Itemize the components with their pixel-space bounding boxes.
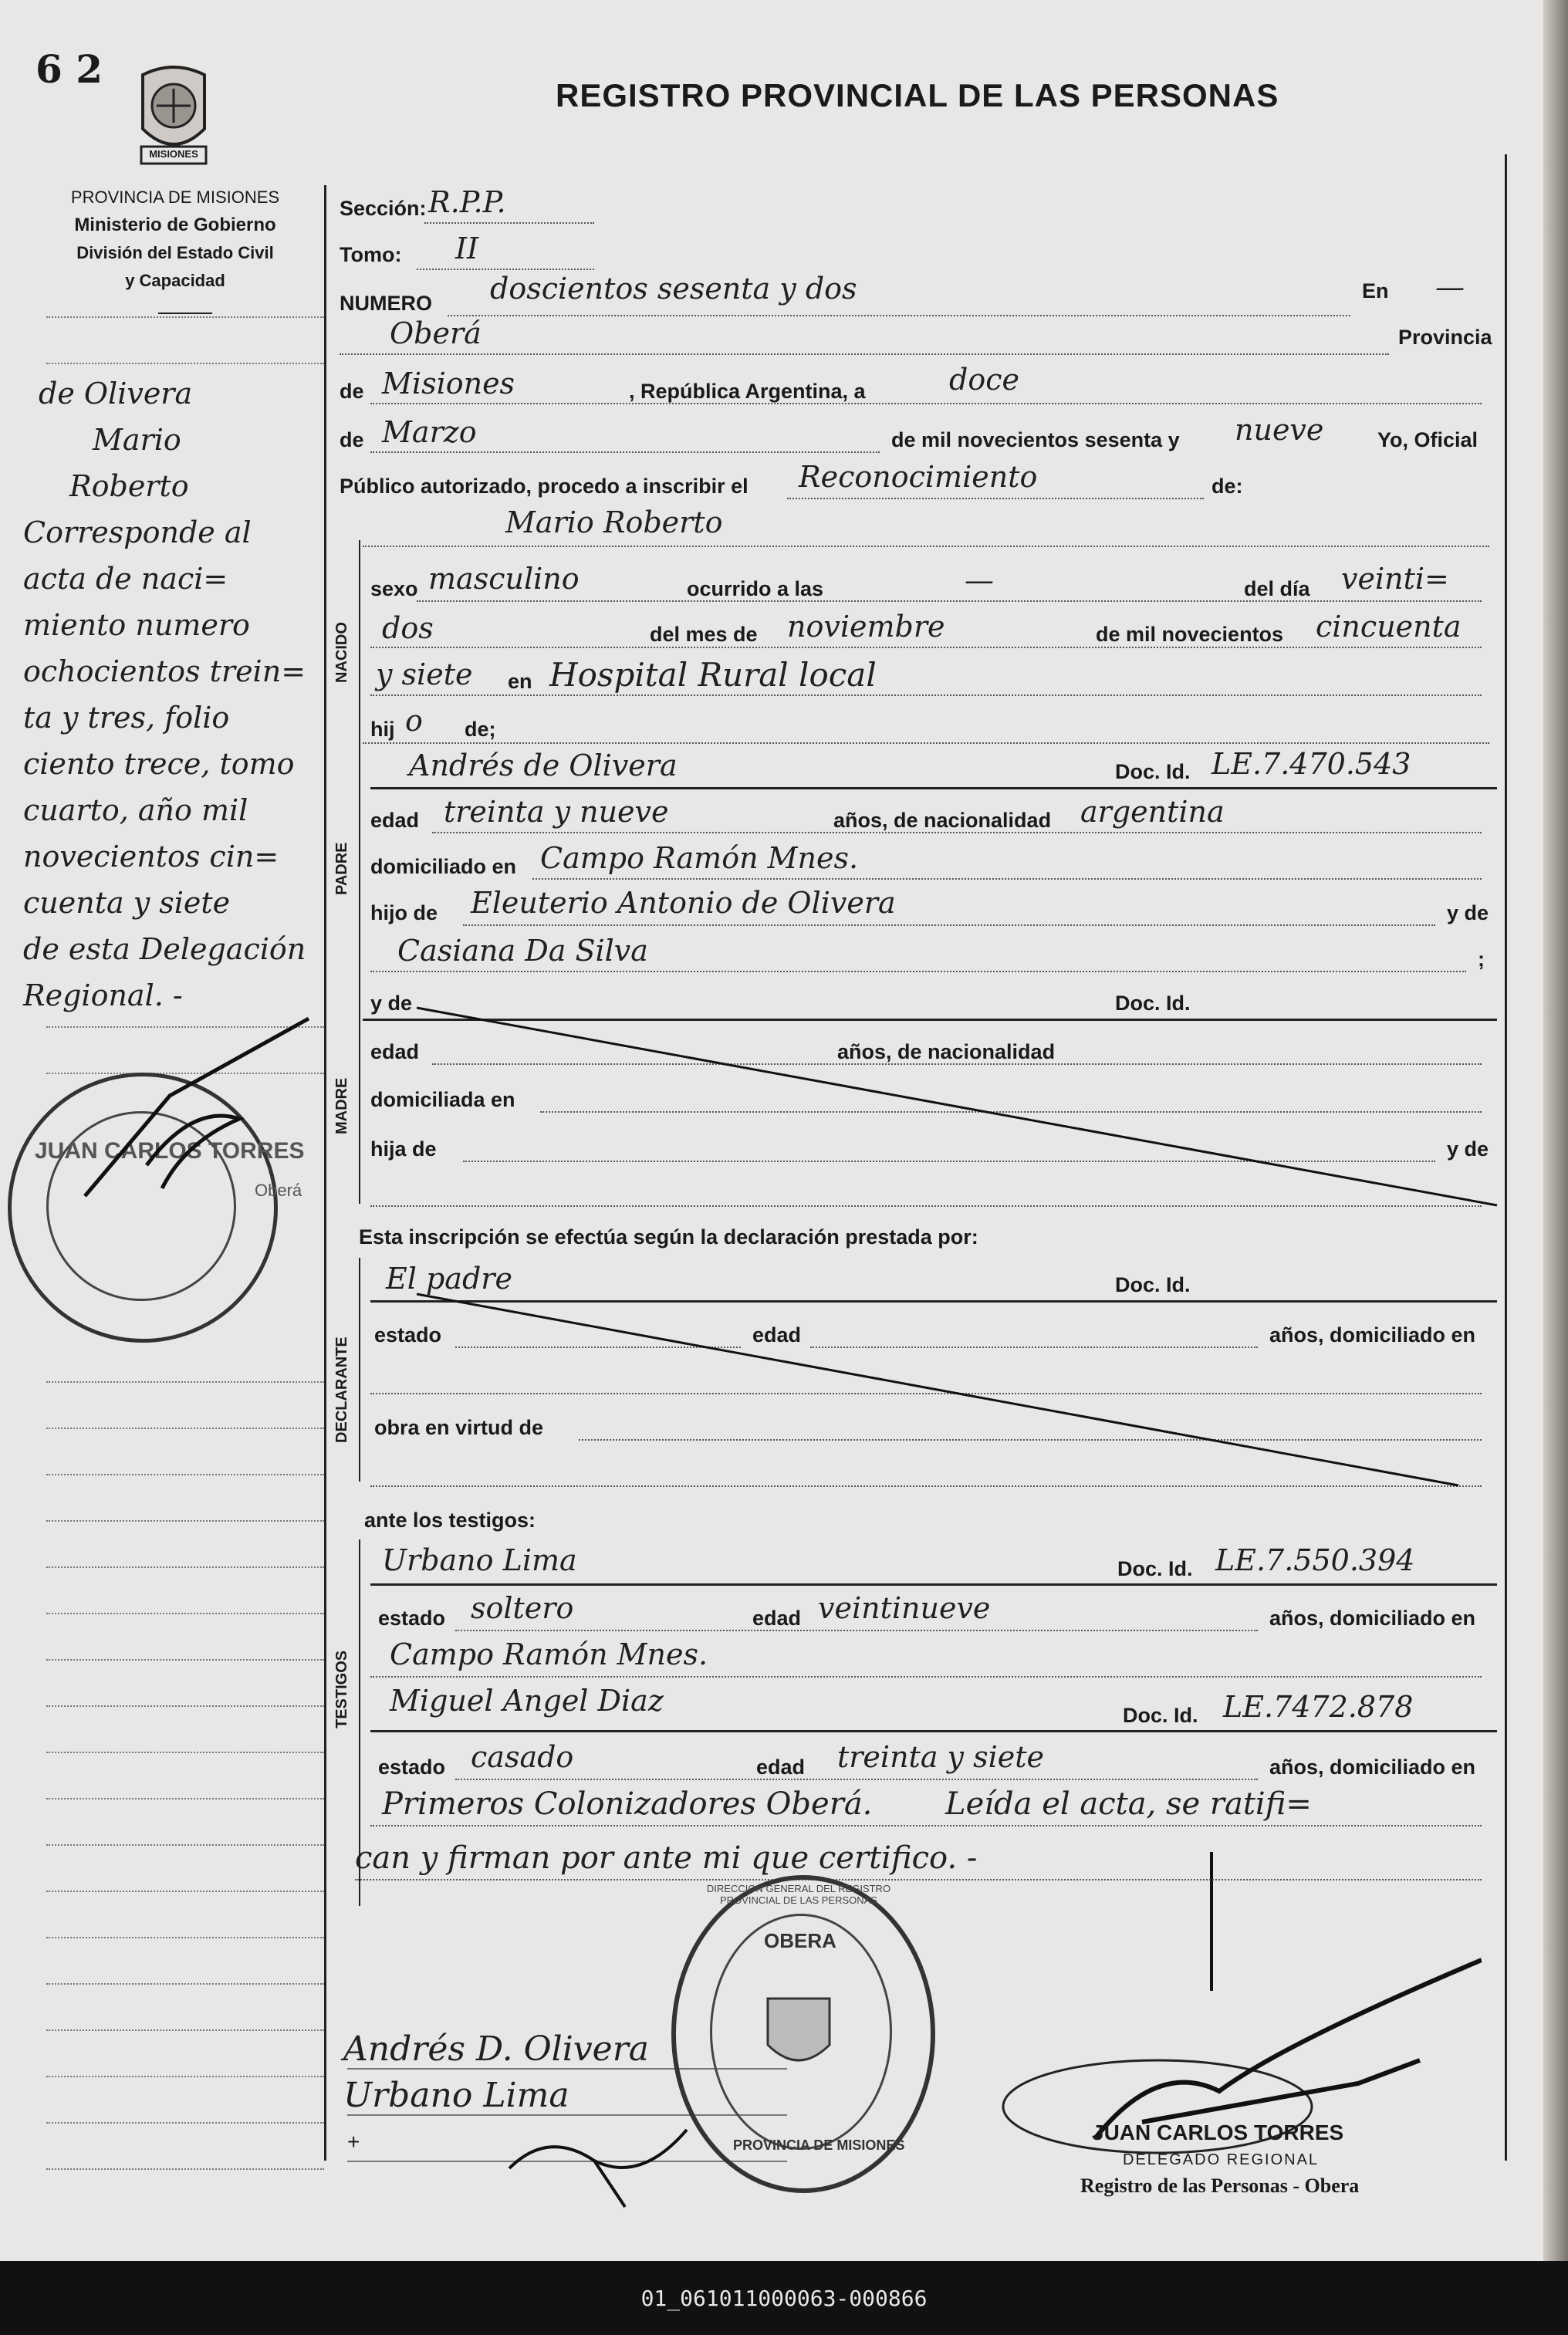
margin-line-9: ciento trece, tomo: [23, 747, 295, 781]
en-value: —: [1435, 270, 1465, 304]
madre-hija-label: hija de: [370, 1137, 437, 1161]
mes-nac-value: noviembre: [787, 610, 945, 644]
acto-value: Reconocimiento: [799, 460, 1038, 494]
declarante-edad-label: edad: [752, 1323, 802, 1347]
officer-office: Registro de las Personas - Obera: [1080, 2174, 1360, 2197]
testigo1-nombre-rule: [370, 1583, 1497, 1586]
margin-rule: [46, 1613, 324, 1614]
anio-nac-value-2: y siete: [376, 657, 473, 691]
page-number: 6 2: [35, 46, 103, 92]
mil-label: de mil novecientos sesenta y: [891, 428, 1180, 451]
testigo2-nombre-rule: [370, 1730, 1497, 1732]
document-title: REGISTRO PROVINCIAL DE LAS PERSONAS: [556, 77, 1279, 113]
signature-3-icon: [502, 2114, 702, 2215]
seal-place: OBERA: [764, 1929, 836, 1952]
margin-rule: [46, 2122, 324, 2124]
province-label: PROVINCIA DE MISIONES: [70, 188, 280, 207]
del-dia-label: del día: [1244, 577, 1310, 600]
padre-edad-value: treinta y nueve: [444, 795, 669, 829]
testigo2-dom-rule: [370, 1825, 1482, 1826]
padre-nombre-rule: [370, 787, 1497, 789]
margin-line-8: ta y tres, folio: [23, 701, 230, 735]
lugar-rule: [340, 353, 1389, 355]
margin-rule: [46, 1474, 324, 1475]
margin-stamp-sub: Oberá: [255, 1181, 302, 1200]
dia-value: doce: [949, 363, 1019, 397]
madre-cancel-line: [370, 1003, 1505, 1211]
madre-nac-label: años, de nacionalidad: [837, 1040, 1056, 1063]
madre-y-de-label: y de: [370, 992, 413, 1015]
declarante-bracket: [359, 1258, 360, 1482]
padre-dom-value: Campo Ramón Mnes.: [540, 841, 859, 875]
seccion-rule: [424, 222, 594, 224]
margin-signature-icon: [69, 1011, 324, 1211]
inscripto-rule: [363, 546, 1489, 547]
testigo1-anios-label: años, domiciliado en: [1269, 1607, 1476, 1630]
declarante-estado-label: estado: [374, 1323, 442, 1347]
signature-1: Andrés D. Olivera: [343, 2029, 649, 2069]
margin-line-6: miento numero: [23, 608, 250, 642]
republica-label: , República Argentina, a: [629, 380, 866, 403]
issuer-block: [40, 184, 310, 295]
testigos-intro: ante los testigos:: [364, 1509, 536, 1532]
division-label: División del Estado Civil: [76, 243, 274, 262]
declarante-value: El padre: [386, 1262, 512, 1296]
acto-rule: [787, 498, 1204, 499]
margin-rule: [46, 1381, 324, 1383]
provincia-label: Provincia: [1398, 326, 1492, 349]
padre-doc-value: LE.7.470.543: [1211, 747, 1411, 781]
padre-hijo-de-value: Eleuterio Antonio de Olivera: [471, 886, 896, 920]
margin-rule: [46, 1752, 324, 1753]
margin-stamp-name: JUAN CARLOS TORRES: [35, 1138, 305, 1164]
declarante-doc-label: Doc. Id.: [1115, 1273, 1191, 1296]
sexo-value: masculino: [428, 562, 580, 596]
hijo-rule: [363, 742, 1489, 744]
testigo2-edad-label: edad: [756, 1755, 806, 1779]
declarante-obra-label: obra en virtud de: [374, 1416, 544, 1439]
testigo1-estado-value: soltero: [471, 1591, 574, 1625]
closing-line-1: Leída el acta, se ratifi=: [945, 1786, 1312, 1822]
declarante-label: DECLARANTE: [333, 1336, 350, 1443]
margin-line-11: novecientos cin=: [23, 840, 279, 874]
margin-rule: [46, 1937, 324, 1938]
padre-madre-value: Casiana Da Silva: [397, 934, 648, 968]
declarante-cancel-line: [370, 1293, 1505, 1493]
testigo1-doc-label: Doc. Id.: [1117, 1557, 1193, 1580]
seccion-label: Sección:: [340, 197, 427, 220]
hijo-label: hij: [370, 718, 395, 741]
tomo-rule: [417, 269, 594, 270]
margin-rule: [46, 1428, 324, 1429]
margin-rule: [46, 1891, 324, 1892]
padre-bracket: [359, 745, 360, 980]
margin-line-5: acta de naci=: [23, 562, 228, 596]
margin-rule: [46, 1705, 324, 1707]
lugar-nac-rule: [370, 694, 1482, 696]
testigo1-edad-label: edad: [752, 1607, 802, 1630]
numero-rule: [448, 315, 1350, 316]
nacido-label: NACIDO: [333, 622, 350, 683]
closing-rule: [355, 1879, 1482, 1881]
margin-line-4: Corresponde al: [23, 515, 252, 549]
dia-value-2: dos: [382, 611, 434, 645]
padre-label: PADRE: [333, 842, 350, 895]
margin-line-2: Mario: [93, 423, 181, 457]
anio-value: nueve: [1235, 413, 1324, 447]
padre-hijo-de-label: hijo de: [370, 901, 438, 924]
padre-madre-rule: [370, 971, 1466, 972]
padre-edad-rule: [432, 832, 1482, 833]
margin-line-10: cuarto, año mil: [23, 793, 248, 827]
margin-rule: [46, 1844, 324, 1846]
tomo-value: II: [455, 231, 479, 265]
margin-rule: [46, 2029, 324, 2031]
margin-line-14: Regional. -: [23, 978, 183, 1012]
seal-emblem-icon: [760, 1991, 837, 2076]
madre-doc-label: Doc. Id.: [1115, 992, 1191, 1015]
testigo1-estado-label: estado: [378, 1607, 446, 1630]
margin-line-1: de Olivera: [39, 377, 193, 411]
ocurrido-label: ocurrido a las: [687, 577, 824, 600]
padre-dom-rule: [532, 878, 1482, 880]
margin-rule: [46, 363, 324, 364]
testigo1-estado-rule: [455, 1630, 1258, 1631]
hijo-value: o: [405, 704, 423, 738]
margin-rule: [46, 1798, 324, 1799]
margin-rule: [46, 2168, 324, 2170]
capacity-label: y Capacidad: [125, 271, 225, 290]
mil-nac-label: de mil novecientos: [1096, 623, 1284, 646]
declaracion-intro: Esta inscripción se efectúa según la declaración prestada por:: [359, 1225, 978, 1249]
del-mes-label: del mes de: [650, 623, 758, 646]
madre-dom-label: domiciliada en: [370, 1088, 515, 1111]
padre-edad-label: edad: [370, 809, 420, 832]
madre-edad-label: edad: [370, 1040, 420, 1063]
dia-rule: [370, 647, 1482, 648]
margin-rule: [46, 2076, 324, 2077]
testigo1-dom: Campo Ramón Mnes.: [390, 1637, 708, 1671]
testigo2-doc-label: Doc. Id.: [1123, 1704, 1198, 1727]
padre-hijo-de-rule: [463, 924, 1435, 926]
de-label: de: [340, 380, 364, 403]
margin-rule: [46, 1983, 324, 1985]
margin-line-12: cuenta y siete: [23, 886, 231, 920]
inscripto-value: Mario Roberto: [505, 505, 723, 539]
margin-rule: [46, 1520, 324, 1522]
testigo1-nombre: Urbano Lima: [382, 1543, 577, 1577]
page-edge: [1543, 0, 1568, 2261]
testigo2-dom: Primeros Colonizadores Oberá.: [382, 1786, 873, 1822]
testigos-label: TESTIGOS: [333, 1650, 350, 1728]
province-emblem-icon: [127, 63, 220, 171]
testigo2-anios-label: años, domiciliado en: [1269, 1755, 1476, 1779]
officer-name: JUAN CARLOS TORRES: [1092, 2120, 1344, 2144]
madre-y-de-label-2: y de: [1447, 1137, 1489, 1161]
de-colon: de:: [1211, 475, 1243, 498]
declarante-anios-label: años, domiciliado en: [1269, 1323, 1476, 1347]
margin-rule: [46, 316, 324, 318]
margin-divider: [324, 185, 326, 2161]
tomo-label: Tomo:: [340, 243, 402, 266]
testigo2-nombre: Miguel Angel Diaz: [390, 1684, 664, 1718]
provincia-value: Misiones: [382, 367, 515, 400]
oficial-label: Yo, Oficial: [1377, 428, 1478, 451]
mes-rule: [370, 451, 880, 453]
padre-nac-value: argentina: [1080, 795, 1225, 829]
lugar-nac-value: Hospital Rural local: [549, 656, 877, 694]
margin-line-7: ochocientos trein=: [23, 654, 306, 688]
issuer-underline: [158, 313, 212, 314]
numero-label: NUMERO: [340, 292, 432, 315]
footer-code: 01_061011000063-000866: [640, 2286, 928, 2311]
sexo-rule: [417, 600, 1482, 602]
testigo2-estado-label: estado: [378, 1755, 446, 1779]
testigo2-doc-value: LE.7472.878: [1223, 1690, 1414, 1724]
seccion-value: R.P.P.: [428, 185, 506, 219]
testigo2-estado-rule: [455, 1779, 1258, 1780]
signature-2: Urbano Lima: [343, 2076, 569, 2115]
hora-value: —: [965, 563, 994, 597]
signature-3-mark: +: [347, 2130, 360, 2154]
padre-nac-label: años, de nacionalidad: [833, 809, 1052, 832]
en-label: En: [1362, 279, 1389, 302]
seal-bottom: PROVINCIA DE MISIONES: [733, 2137, 905, 2153]
padre-doc-label: Doc. Id.: [1115, 760, 1191, 783]
de-label-2: de: [340, 428, 364, 451]
testigo1-dom-rule: [370, 1676, 1482, 1678]
testigo1-edad-value: veintinueve: [818, 1591, 991, 1625]
closing-line-2: can y firman por ante mi que certifico. -: [355, 1840, 978, 1876]
madre-bracket: [359, 980, 360, 1204]
margin-line-13: de esta Delegación: [23, 932, 306, 966]
margin-rule: [46, 1566, 324, 1568]
lugar-value: Oberá: [390, 316, 482, 350]
testigo2-edad-value: treinta y siete: [837, 1740, 1045, 1774]
provincia-rule: [370, 403, 1482, 404]
right-border: [1505, 154, 1507, 2161]
testigo1-doc-value: LE.7.550.394: [1215, 1543, 1415, 1577]
nacido-bracket: [359, 540, 360, 760]
margin-line-3: Roberto: [69, 469, 189, 503]
de-nac-label: de;: [465, 718, 496, 741]
padre-nombre: Andrés de Olivera: [409, 748, 678, 782]
emblem-text: MISIONES: [149, 148, 198, 160]
mes-value: Marzo: [382, 415, 477, 449]
numero-value: doscientos sesenta y dos: [490, 272, 857, 306]
officer-role: DELEGADO REGIONAL: [1123, 2151, 1320, 2168]
ministry-label: Ministerio de Gobierno: [74, 215, 276, 235]
padre-semicolon: ;: [1478, 948, 1485, 971]
sexo-label: sexo: [370, 577, 418, 600]
padre-dom-label: domiciliado en: [370, 855, 517, 878]
publico-label: Público autorizado, procedo a inscribir el: [340, 475, 749, 498]
dia-value-1: veinti=: [1341, 562, 1449, 596]
margin-rule: [46, 1659, 324, 1661]
padre-y-de-label: y de: [1447, 901, 1489, 924]
anio-nac-value-1: cincuenta: [1316, 610, 1462, 644]
en-nac-label: en: [508, 670, 532, 693]
testigo2-estado-value: casado: [471, 1740, 574, 1774]
seal-ring-text: DIRECCION GENERAL DEL REGISTRO PROVINCIAL DE LAS PERSONAS: [706, 1883, 891, 1906]
madre-label: MADRE: [333, 1077, 350, 1134]
